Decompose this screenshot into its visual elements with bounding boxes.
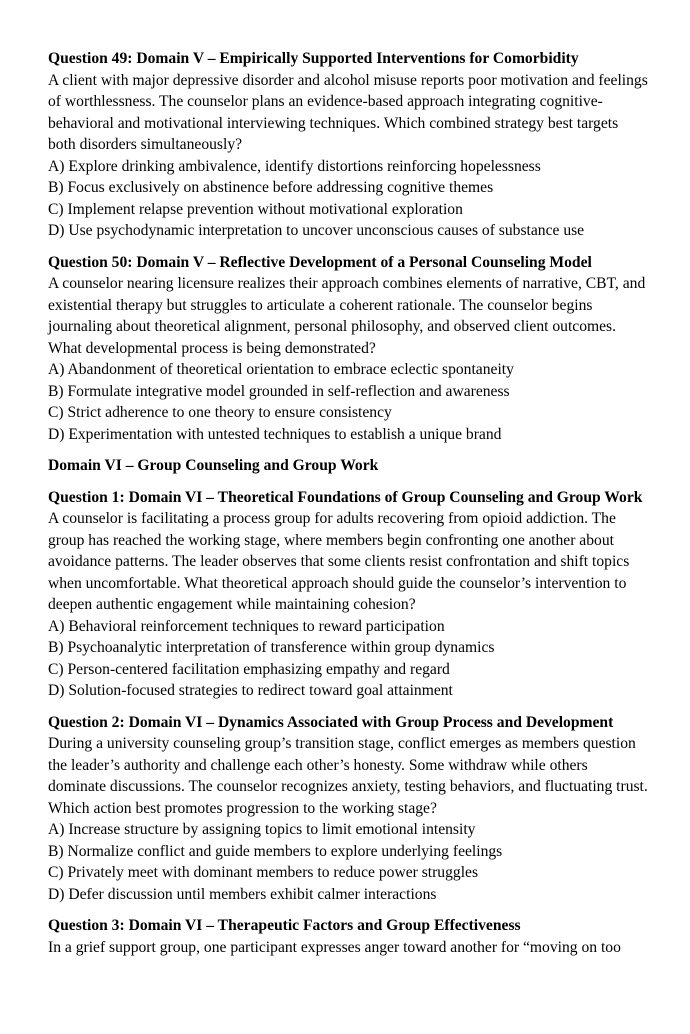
option-d: D) Solution-focused strategies to redirect toward goal attainment [48, 682, 453, 699]
option-d: D) Experimentation with untested techniques to establish a unique brand [48, 425, 502, 443]
option-c: C) Person-centered facilitation emphasizing empathy and regard [48, 660, 450, 678]
question-vi-3 [48, 915, 648, 958]
question-heading: Question 2: Domain VI – Dynamics Associated with Group Process and Development [48, 713, 614, 731]
question-stem: During a university counseling group’s transition stage, conflict emerges as members question the leader’s authority and challenge each other’s honesty. Some withdraw while others dominate discussions. The counselor recognizes anxiety, testing behaviors, and fluctuating trust. Which action best promotes progression to the working stage? [48, 735, 648, 817]
question-49 [48, 48, 648, 242]
question-heading: Question 1: Domain VI – Theoretical Foundations of Group Counseling and Group Work [48, 488, 643, 506]
option-b: B) Formulate integrative model grounded in self-reflection and awareness [48, 382, 510, 400]
option-c: C) Strict adherence to one theory to ensure consistency [48, 404, 392, 421]
question-heading: Question 3: Domain VI – Therapeutic Factors and Group Effectiveness [48, 917, 521, 934]
question-vi-1 [48, 487, 648, 702]
question-50 [48, 252, 648, 446]
option-a: A) Increase structure by assigning topics to limit emotional intensity [48, 821, 476, 838]
option-b: B) Focus exclusively on abstinence before addressing cognitive themes [48, 179, 494, 196]
option-a: A) Abandonment of theoretical orientation to embrace eclectic spontaneity [48, 361, 514, 378]
question-heading: Question 50: Domain V – Reflective Development of a Personal Counseling Model [48, 253, 592, 271]
question-stem: In a grief support group, one participant expresses anger toward another for “moving on too [48, 938, 621, 956]
option-a: A) Explore drinking ambivalence, identify distortions reinforcing hopelessness [48, 157, 541, 175]
option-d: D) Use psychodynamic interpretation to uncover unconscious causes of substance use [48, 222, 585, 239]
option-b: B) Psychoanalytic interpretation of transference within group dynamics [48, 639, 495, 656]
question-stem: A counselor nearing licensure realizes their approach combines elements of narrative, CBT, and existential therapy but struggles to articulate a coherent rationale. The counselor begins journaling about theoretical alignment, personal philosophy, and observed client outcomes. What developmental process is being demonstrated? [48, 275, 646, 357]
question-heading: Question 49: Domain V – Empirically Supported Interventions for Comorbidity [48, 50, 579, 67]
question-stem: A client with major depressive disorder and alcohol misuse reports poor motivation and feelings of worthlessness. The counselor plans an evidence-based approach integrating cognitive-behavioral and motivational interviewing techniques. Which combined strategy best targets both disorders simultaneously? [48, 71, 648, 153]
option-c: C) Privately meet with dominant members to reduce power struggles [48, 864, 479, 881]
question-stem: A counselor is facilitating a process group for adults recovering from opioid addiction. The group has reached the working stage, where members begin confronting one another about avoidance patterns. The leader observes that some clients resist confrontation and shift topics when uncomfortable. What theoretical approach should guide the counselor’s intervention to deepen authentic engagement while maintaining cohesion? [48, 510, 630, 613]
question-vi-2 [48, 712, 648, 906]
option-a: A) Behavioral reinforcement techniques to reward participation [48, 617, 445, 635]
domain-heading: Domain VI – Group Counseling and Group Work [48, 457, 379, 474]
option-c: C) Implement relapse prevention without motivational exploration [48, 200, 463, 218]
option-b: B) Normalize conflict and guide members to explore underlying feelings [48, 842, 503, 860]
option-d: D) Defer discussion until members exhibit calmer interactions [48, 885, 437, 903]
